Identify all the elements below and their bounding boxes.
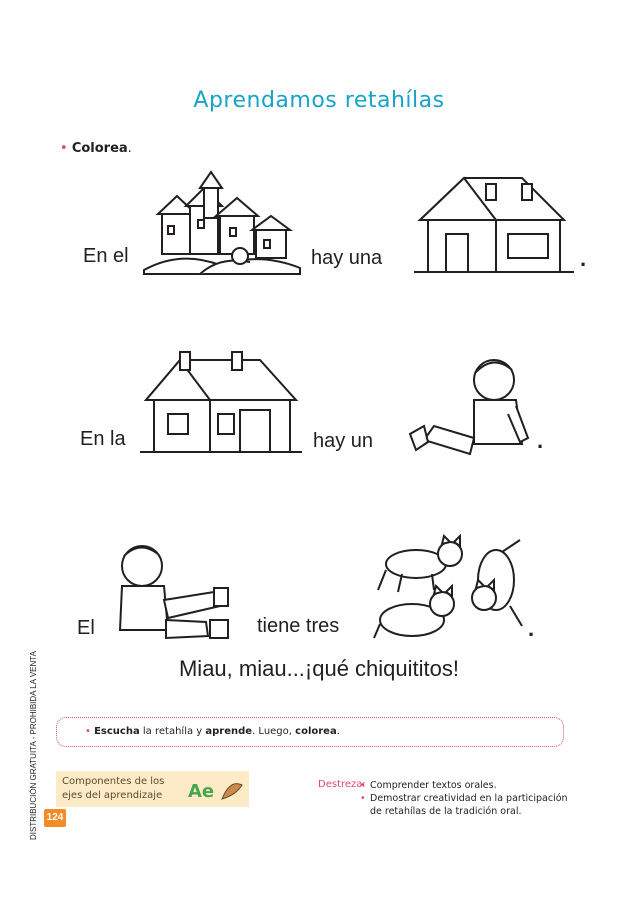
row1-end-dot: . [580, 246, 587, 271]
componentes-box [56, 771, 249, 807]
house-illustration [140, 350, 305, 460]
instruction-colorea [60, 141, 132, 156]
row2-end-dot: . [537, 428, 544, 453]
escucha-verb: Escucha [94, 726, 140, 737]
bullet-icon: • [85, 726, 91, 737]
row3-end-dot: . [528, 616, 535, 641]
row3-right-text: tiene tres [257, 615, 340, 637]
boy-lying-illustration [106, 540, 236, 650]
learning-axes-icon [186, 775, 246, 805]
instruction-punct: . [127, 141, 132, 156]
escucha-text [85, 726, 340, 737]
three-cats-illustration [372, 534, 535, 644]
svg-text:Ae: Ae [188, 781, 215, 802]
destreza-item: • Comprender textos orales. [360, 779, 570, 792]
sidebar-notice-text: DISTRIBUCIÓN GRATUITA - PROHIBIDA LA VENTA [29, 651, 38, 840]
page-title: Aprendamos retahílas [193, 88, 445, 113]
chorus-line: Miau, miau...¡qué chiquititos! [178, 656, 460, 681]
escucha-t3: . [336, 726, 340, 737]
boy-sitting-illustration [404, 354, 534, 462]
village-illustration [140, 170, 305, 278]
bullet-icon: • [60, 141, 68, 156]
row1-right-text: hay una [311, 247, 383, 269]
row1-left-text: En el [83, 245, 129, 267]
page-number-badge: 124 [44, 809, 66, 827]
colorea-verb: colorea [295, 726, 337, 737]
row3-left-text: El [77, 617, 95, 639]
escucha-t1: la retahíla y [139, 726, 206, 737]
row2-right-text: hay un [313, 430, 374, 452]
row2-left-text: En la [80, 428, 126, 450]
componentes-label: Componentes de los ejes del aprendizaje [62, 776, 165, 801]
escucha-t2: . Luego, [252, 726, 296, 737]
aprende-verb: aprende [205, 726, 253, 737]
destreza-item: • Demostrar creatividad en la participación de retahílas de la tradición oral. [360, 792, 570, 818]
destreza-label: Destreza: [318, 779, 366, 790]
destreza-list [360, 779, 570, 818]
country-house-illustration [412, 170, 580, 278]
sidebar-notice [24, 640, 40, 840]
escucha-instruction-box [56, 717, 564, 747]
instruction-verb: Colorea [71, 141, 128, 156]
